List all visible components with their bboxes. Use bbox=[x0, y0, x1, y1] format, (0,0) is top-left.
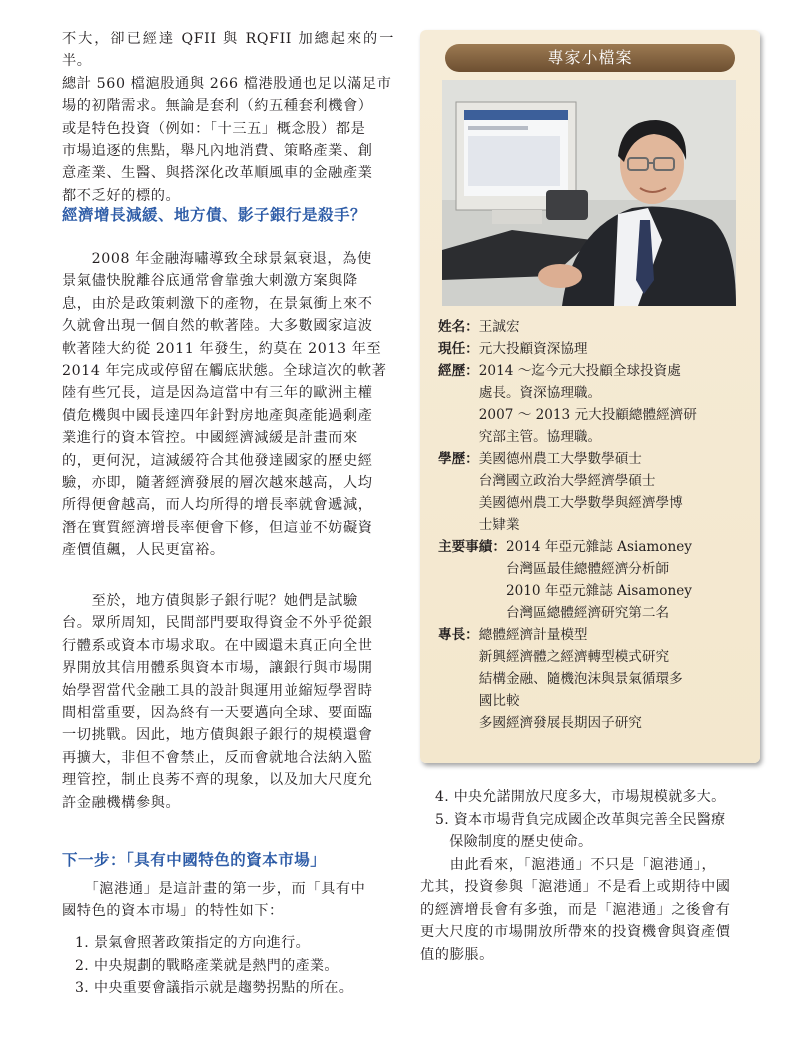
profile-row-position bbox=[438, 338, 758, 360]
paragraph-local-debt bbox=[62, 590, 394, 814]
value-experience: 2007 ～ 2013 元大投顧總體經濟研 bbox=[478, 407, 697, 423]
text-line: 所得便會越高，而人均所得的增長率就會遞減， bbox=[62, 497, 373, 514]
conclusion-paragraph bbox=[420, 854, 760, 966]
profile-row-expertise bbox=[438, 624, 758, 734]
text-line: 更大尺度的市場開放所帶來的投資機會與資產價 bbox=[420, 924, 731, 941]
profile-row-achievements bbox=[438, 536, 758, 624]
text-line: 2014 年完成或停留在觸底狀態。全球這次的軟著 bbox=[62, 363, 387, 380]
value-expertise: 國比較 bbox=[478, 693, 520, 709]
text-line: 陸有些冗長，這是因為這當中有三年的歐洲主權 bbox=[62, 385, 373, 402]
list-item: 3. 中央重要會議指示就是趨勢拐點的所在。 bbox=[75, 980, 354, 996]
text-line: 業進行的資本管控。中國經濟減緩是計畫而來 bbox=[62, 430, 358, 447]
feature-list-left bbox=[75, 932, 353, 1000]
value-achievement: 2010 年亞元雜誌 Aisamoney bbox=[505, 583, 692, 599]
text-line: 的，更何況，這減緩符合其他發達國家的歷史經 bbox=[62, 452, 373, 469]
list-item: 保險制度的歷史使命。 bbox=[435, 834, 593, 851]
value-experience: 究部主管。協理職。 bbox=[478, 429, 602, 445]
text-line: 場的初階需求。無論是套利（約五種套利機會） bbox=[62, 98, 373, 115]
text-line: 景氣儘快脫離谷底通常會靠強大刺激方案與降 bbox=[62, 273, 358, 290]
text-line: 間相當重要，因為終有一天要邁向全球、要面臨 bbox=[62, 705, 373, 722]
list-item: 2. 中央規劃的戰略產業就是熱門的產業。 bbox=[75, 957, 339, 974]
text-line: 至於，地方債與影子銀行呢？她們是試驗 bbox=[62, 593, 358, 609]
value-name: 王誠宏 bbox=[478, 319, 520, 335]
value-expertise: 總體經濟計量模型 bbox=[478, 627, 588, 643]
text-line: 或是特色投資（例如：「十三五」概念股）都是 bbox=[62, 120, 366, 137]
text-line: 不大，卻已經達 QFII 與 RQFII 加總起來的一半。 bbox=[62, 31, 394, 70]
label-achievements: 主要事績： bbox=[438, 539, 506, 555]
label-experience: 經歷： bbox=[438, 363, 479, 379]
text-line: 始學習當代金融工具的設計與運用並縮短學習時 bbox=[62, 682, 373, 699]
text-line: 意產業、生醫、與搭深化改革順風車的金融產業 bbox=[62, 165, 373, 182]
profile-row-name bbox=[438, 316, 758, 338]
text-line: 息，由於是政策刺激下的產物，在景氣衝上來不 bbox=[62, 295, 373, 312]
label-expertise: 專長： bbox=[438, 627, 479, 643]
list-item: 1. 景氣會照著政策指定的方向進行。 bbox=[75, 935, 311, 951]
portrait-photo bbox=[442, 80, 736, 306]
feature-list-right bbox=[435, 786, 725, 854]
label-name: 姓名： bbox=[438, 319, 479, 335]
text-line: 債危機與中國長達四年針對房地產與產能過剩產 bbox=[62, 407, 373, 424]
text-line: 驗，亦即，隨著經濟發展的層次越來越高，人均 bbox=[62, 475, 373, 492]
text-line: 的經濟增長會有多強，而是「滬港通」之後會有 bbox=[420, 901, 731, 918]
list-item: 5. 資本市場背負完成國企改革與完善全民醫療 bbox=[435, 811, 726, 828]
profile-row-education bbox=[438, 448, 758, 536]
expert-profile-card bbox=[420, 30, 760, 763]
list-item: 4. 中央允諾開放尺度多大，市場規模就多大。 bbox=[435, 789, 726, 805]
value-experience: 2014 ～迄今元大投顧全球投資處 bbox=[478, 363, 681, 379]
text-line: 產價值飆，人民更富裕。 bbox=[62, 542, 225, 559]
text-line: 久就會出現一個自然的軟著陸。大多數國家這波 bbox=[62, 318, 373, 335]
profile-details bbox=[438, 316, 758, 734]
text-line: 總計 560 檔滬股通與 266 檔港股通也足以滿足市 bbox=[62, 75, 392, 92]
text-line: 「滬港通」是這計畫的第一步，而「具有中 bbox=[62, 881, 366, 897]
text-line: 軟著陸大約從 2011 年發生，約莫在 2013 年至 bbox=[62, 340, 382, 357]
text-line: 再擴大，非但不會禁止，反而會就地合法納入監 bbox=[62, 749, 373, 766]
value-achievement: 台灣區總體經濟研究第二名 bbox=[505, 605, 670, 621]
section-heading-economy: 經濟增長減緩、地方債、影子銀行是殺手？ bbox=[62, 206, 367, 224]
value-education: 台灣國立政治大學經濟學碩士 bbox=[478, 473, 656, 489]
value-experience: 處長。資深協理職。 bbox=[478, 385, 602, 401]
value-achievement: 2014 年亞元雜誌 Asiamoney bbox=[505, 539, 692, 555]
intro-paragraph bbox=[62, 28, 394, 207]
text-line: 界開放其信用體系與資本市場，讓銀行與市場開 bbox=[62, 660, 373, 677]
text-line: 潛在實質經濟增長率便會下修，但這並不妨礙資 bbox=[62, 519, 373, 536]
value-expertise: 新興經濟體之經濟轉型模式研究 bbox=[478, 649, 670, 665]
value-expertise: 結構金融、隨機泡沫與景氣循環多 bbox=[478, 671, 683, 687]
text-line: 行體系或資本市場求取。在中國還未真正向全世 bbox=[62, 637, 373, 654]
text-line: 市場追逐的焦點，舉凡內地消費、策略產業、創 bbox=[62, 143, 373, 160]
label-position: 現任： bbox=[438, 341, 479, 357]
text-line: 2008 年金融海嘯導致全球景氣衰退，為使 bbox=[62, 251, 372, 267]
value-position: 元大投顧資深協理 bbox=[478, 341, 588, 357]
value-education: 美國德州農工大學數學與經濟學博 bbox=[478, 495, 683, 511]
paragraph-soft-landing bbox=[62, 248, 394, 562]
text-line: 台。眾所周知，民間部門要取得資金不外乎從銀 bbox=[62, 615, 373, 632]
portrait-photo-icon bbox=[442, 80, 736, 306]
label-education: 學歷： bbox=[438, 451, 479, 467]
text-line: 許金融機構參與。 bbox=[62, 794, 181, 811]
section-heading-next-step: 下一步：「具有中國特色的資本市場」 bbox=[62, 851, 327, 869]
card-title: 專家小檔案 bbox=[445, 44, 735, 72]
value-education: 美國德州農工大學數學碩士 bbox=[478, 451, 642, 467]
text-line: 一切挑戰。因此，地方債與銀子銀行的規模還會 bbox=[62, 727, 373, 744]
value-expertise: 多國經濟發展長期因子研究 bbox=[478, 715, 642, 731]
text-line: 理管控，制止良莠不齊的現象，以及加大尺度允 bbox=[62, 772, 373, 789]
text-line: 尤其，投資參與「滬港通」不是看上或期待中國 bbox=[420, 879, 731, 896]
value-achievement: 台灣區最佳總體經濟分析師 bbox=[505, 561, 670, 577]
text-line: 由此看來，「滬港通」不只是「滬港通」， bbox=[420, 857, 717, 873]
text-line: 國特色的資本市場」的特性如下： bbox=[62, 903, 284, 920]
text-line: 都不乏好的標的。 bbox=[62, 187, 181, 204]
profile-row-experience bbox=[438, 360, 758, 448]
value-education: 士肄業 bbox=[478, 517, 520, 533]
text-line: 值的膨脹。 bbox=[420, 946, 494, 963]
paragraph-capital-market bbox=[62, 878, 394, 923]
